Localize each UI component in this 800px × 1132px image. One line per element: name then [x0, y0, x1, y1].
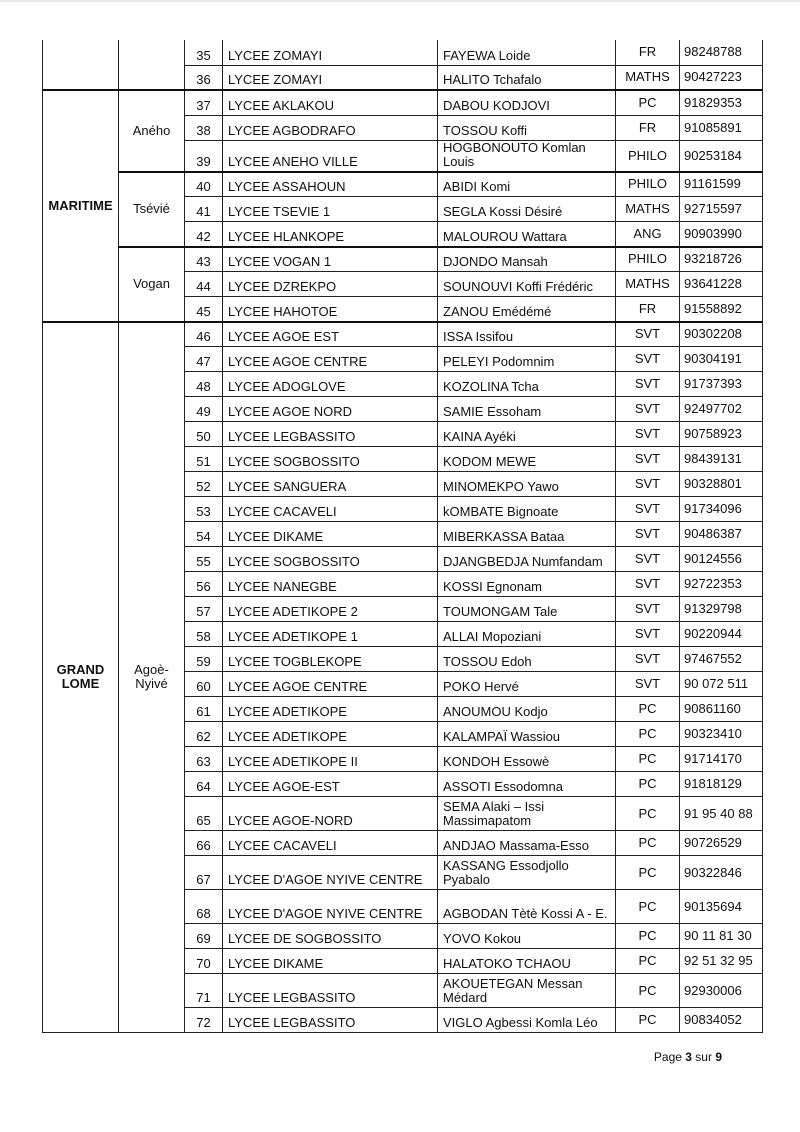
row-number-cell: 62 [185, 722, 223, 747]
row-number-cell: 42 [185, 222, 223, 247]
phone-cell: 90304191 [680, 347, 763, 372]
subject-cell: FR [616, 115, 680, 140]
school-cell: LYCEE LEGBASSITO [223, 974, 438, 1008]
teacher-name-cell: SAMIE Essoham [438, 397, 616, 422]
subject-cell: SVT [616, 347, 680, 372]
region-cell: GRAND LOME [43, 322, 119, 1033]
row-number-cell: 60 [185, 672, 223, 697]
subject-cell: PHILO [616, 172, 680, 197]
subject-cell: FR [616, 297, 680, 322]
teacher-name-cell: ALLAI Mopoziani [438, 622, 616, 647]
row-number-cell: 48 [185, 372, 223, 397]
teacher-name-cell: PELEYI Podomnim [438, 347, 616, 372]
subject-cell: MATHS [616, 272, 680, 297]
phone-cell: 91818129 [680, 772, 763, 797]
school-cell: LYCEE DIKAME [223, 949, 438, 974]
phone-cell: 90 11 81 30 [680, 924, 763, 949]
school-cell: LYCEE LEGBASSITO [223, 422, 438, 447]
subject-cell: PHILO [616, 247, 680, 272]
phone-cell: 92497702 [680, 397, 763, 422]
phone-cell: 90486387 [680, 522, 763, 547]
phone-cell: 93641228 [680, 272, 763, 297]
teacher-name-cell: YOVO Kokou [438, 924, 616, 949]
region-cell [43, 40, 119, 90]
school-cell: LYCEE ZOMAYI [223, 40, 438, 65]
teacher-name-cell: KODOM MEWE [438, 447, 616, 472]
teacher-name-cell: KOZOLINA Tcha [438, 372, 616, 397]
row-number-cell: 49 [185, 397, 223, 422]
school-cell: LYCEE AGOE CENTRE [223, 347, 438, 372]
subject-cell: PC [616, 856, 680, 890]
school-cell: LYCEE CACAVELI [223, 831, 438, 856]
row-number-cell: 59 [185, 647, 223, 672]
school-cell: LYCEE AGBODRAFO [223, 115, 438, 140]
row-number-cell: 71 [185, 974, 223, 1008]
phone-cell: 91329798 [680, 597, 763, 622]
row-number-cell: 53 [185, 497, 223, 522]
footer-prefix: Page [653, 1050, 686, 1064]
school-cell: LYCEE ADETIKOPE 2 [223, 597, 438, 622]
school-cell: LYCEE AKLAKOU [223, 90, 438, 115]
school-cell: LYCEE CACAVELI [223, 497, 438, 522]
phone-cell: 92722353 [680, 572, 763, 597]
subject-cell: PC [616, 90, 680, 115]
school-cell: LYCEE ADOGLOVE [223, 372, 438, 397]
subject-cell: FR [616, 40, 680, 65]
school-cell: LYCEE SANGUERA [223, 472, 438, 497]
subject-cell: PC [616, 831, 680, 856]
district-cell: Agoè-Nyivé [119, 322, 185, 1033]
subject-cell: PC [616, 697, 680, 722]
school-cell: LYCEE SOGBOSSITO [223, 447, 438, 472]
row-number-cell: 41 [185, 197, 223, 222]
phone-cell: 90861160 [680, 697, 763, 722]
table-row [43, 90, 763, 115]
table-body [43, 40, 763, 1033]
row-number-cell: 40 [185, 172, 223, 197]
teacher-name-cell: KOSSI Egnonam [438, 572, 616, 597]
subject-cell: SVT [616, 447, 680, 472]
phone-cell: 91737393 [680, 372, 763, 397]
teacher-name-cell: KASSANG Essodjollo Pyabalo [438, 856, 616, 890]
footer-total-pages: 9 [715, 1050, 722, 1064]
row-number-cell: 38 [185, 115, 223, 140]
phone-cell: 98248788 [680, 40, 763, 65]
subject-cell: MATHS [616, 65, 680, 90]
phone-cell: 91829353 [680, 90, 763, 115]
row-number-cell: 37 [185, 90, 223, 115]
footer-current-page: 3 [685, 1050, 692, 1064]
phone-cell: 91734096 [680, 497, 763, 522]
school-cell: LYCEE ADETIKOPE [223, 722, 438, 747]
phone-cell: 90328801 [680, 472, 763, 497]
district-cell: Vogan [119, 247, 185, 322]
teacher-name-cell: TOSSOU Koffi [438, 115, 616, 140]
row-number-cell: 69 [185, 924, 223, 949]
phone-cell: 91085891 [680, 115, 763, 140]
row-number-cell: 50 [185, 422, 223, 447]
subject-cell: SVT [616, 372, 680, 397]
phone-cell: 91161599 [680, 172, 763, 197]
row-number-cell: 65 [185, 797, 223, 831]
teacher-name-cell: ASSOTI Essodomna [438, 772, 616, 797]
teacher-name-cell: DJANGBEDJA Numfandam [438, 547, 616, 572]
subject-cell: SVT [616, 547, 680, 572]
table-row [43, 247, 763, 272]
subject-cell: PC [616, 722, 680, 747]
subject-cell: SVT [616, 647, 680, 672]
school-cell: LYCEE ZOMAYI [223, 65, 438, 90]
phone-cell: 92 51 32 95 [680, 949, 763, 974]
subject-cell: PC [616, 974, 680, 1008]
school-cell: LYCEE VOGAN 1 [223, 247, 438, 272]
subject-cell: PC [616, 890, 680, 924]
teacher-name-cell: KALAMPAÏ Wassiou [438, 722, 616, 747]
teacher-name-cell: ANDJAO Massama-Esso [438, 831, 616, 856]
row-number-cell: 66 [185, 831, 223, 856]
subject-cell: SVT [616, 672, 680, 697]
district-cell: Aného [119, 90, 185, 172]
row-number-cell: 67 [185, 856, 223, 890]
school-cell: LYCEE ADETIKOPE 1 [223, 622, 438, 647]
school-cell: LYCEE AGOE CENTRE [223, 672, 438, 697]
school-cell: LYCEE D'AGOE NYIVE CENTRE [223, 856, 438, 890]
phone-cell: 90758923 [680, 422, 763, 447]
row-number-cell: 45 [185, 297, 223, 322]
teacher-name-cell: VIGLO Agbessi Komla Léo [438, 1008, 616, 1033]
school-cell: LYCEE NANEGBE [223, 572, 438, 597]
row-number-cell: 43 [185, 247, 223, 272]
teacher-name-cell: SOUNOUVI Koffi Frédéric [438, 272, 616, 297]
phone-cell: 90323410 [680, 722, 763, 747]
school-cell: LYCEE ADETIKOPE [223, 697, 438, 722]
teacher-name-cell: ANOUMOU Kodjo [438, 697, 616, 722]
row-number-cell: 35 [185, 40, 223, 65]
district-cell: Tsévié [119, 172, 185, 247]
phone-cell: 97467552 [680, 647, 763, 672]
school-cell: LYCEE DZREKPO [223, 272, 438, 297]
phone-cell: 90253184 [680, 140, 763, 172]
teacher-name-cell: KAINA Ayéki [438, 422, 616, 447]
row-number-cell: 70 [185, 949, 223, 974]
subject-cell: SVT [616, 397, 680, 422]
phone-cell: 90302208 [680, 322, 763, 347]
subject-cell: PC [616, 924, 680, 949]
row-number-cell: 54 [185, 522, 223, 547]
school-cell: LYCEE TSEVIE 1 [223, 197, 438, 222]
phone-cell: 90726529 [680, 831, 763, 856]
subject-cell: MATHS [616, 197, 680, 222]
row-number-cell: 51 [185, 447, 223, 472]
teacher-name-cell: AKOUETEGAN Messan Médard [438, 974, 616, 1008]
row-number-cell: 68 [185, 890, 223, 924]
subject-cell: SVT [616, 322, 680, 347]
row-number-cell: 72 [185, 1008, 223, 1033]
phone-cell: 93218726 [680, 247, 763, 272]
row-number-cell: 63 [185, 747, 223, 772]
phone-cell: 98439131 [680, 447, 763, 472]
row-number-cell: 52 [185, 472, 223, 497]
table-row [43, 172, 763, 197]
row-number-cell: 61 [185, 697, 223, 722]
phone-cell: 90903990 [680, 222, 763, 247]
phone-cell: 91 95 40 88 [680, 797, 763, 831]
teacher-name-cell: HALITO Tchafalo [438, 65, 616, 90]
school-cell: LYCEE DIKAME [223, 522, 438, 547]
teacher-name-cell: DJONDO Mansah [438, 247, 616, 272]
row-number-cell: 55 [185, 547, 223, 572]
subject-cell: PC [616, 1008, 680, 1033]
teacher-name-cell: AGBODAN Tètè Kossi A - E. [438, 890, 616, 924]
school-cell: LYCEE ANEHO VILLE [223, 140, 438, 172]
row-number-cell: 56 [185, 572, 223, 597]
page-footer [654, 1050, 722, 1064]
phone-cell: 90220944 [680, 622, 763, 647]
row-number-cell: 58 [185, 622, 223, 647]
teacher-name-cell: HALATOKO TCHAOU [438, 949, 616, 974]
phone-cell: 90135694 [680, 890, 763, 924]
subject-cell: SVT [616, 472, 680, 497]
teacher-name-cell: TOUMONGAM Tale [438, 597, 616, 622]
teacher-name-cell: FAYEWA Loide [438, 40, 616, 65]
phone-cell: 92930006 [680, 974, 763, 1008]
teacher-name-cell: ZANOU Emédémé [438, 297, 616, 322]
row-number-cell: 47 [185, 347, 223, 372]
school-cell: LYCEE DE SOGBOSSITO [223, 924, 438, 949]
subject-cell: ANG [616, 222, 680, 247]
row-number-cell: 36 [185, 65, 223, 90]
row-number-cell: 44 [185, 272, 223, 297]
subject-cell: SVT [616, 572, 680, 597]
teacher-name-cell: SEGLA Kossi Désiré [438, 197, 616, 222]
school-cell: LYCEE TOGBLEKOPE [223, 647, 438, 672]
teacher-name-cell: TOSSOU Edoh [438, 647, 616, 672]
phone-cell: 90834052 [680, 1008, 763, 1033]
subject-cell: PC [616, 747, 680, 772]
table-row [43, 322, 763, 347]
table-row [43, 40, 763, 65]
row-number-cell: 39 [185, 140, 223, 172]
row-number-cell: 57 [185, 597, 223, 622]
phone-cell: 91558892 [680, 297, 763, 322]
school-cell: LYCEE AGOE-NORD [223, 797, 438, 831]
subject-cell: SVT [616, 522, 680, 547]
footer-middle: sur [691, 1050, 716, 1064]
phone-cell: 91714170 [680, 747, 763, 772]
phone-cell: 90 072 511 [680, 672, 763, 697]
phone-cell: 90322846 [680, 856, 763, 890]
subject-cell: PC [616, 949, 680, 974]
school-cell: LYCEE LEGBASSITO [223, 1008, 438, 1033]
teacher-name-cell: POKO Hervé [438, 672, 616, 697]
subject-cell: PC [616, 772, 680, 797]
school-cell: LYCEE ADETIKOPE II [223, 747, 438, 772]
school-cell: LYCEE HLANKOPE [223, 222, 438, 247]
school-cell: LYCEE SOGBOSSITO [223, 547, 438, 572]
teachers-table [42, 40, 763, 1033]
subject-cell: SVT [616, 497, 680, 522]
page-top-edge [0, 0, 800, 2]
subject-cell: PHILO [616, 140, 680, 172]
school-cell: LYCEE ASSAHOUN [223, 172, 438, 197]
teacher-name-cell: MALOUROU Wattara [438, 222, 616, 247]
row-number-cell: 64 [185, 772, 223, 797]
school-cell: LYCEE AGOE NORD [223, 397, 438, 422]
teacher-name-cell: SEMA Alaki – Issi Massimapatom [438, 797, 616, 831]
teacher-name-cell: kOMBATE Bignoate [438, 497, 616, 522]
row-number-cell: 46 [185, 322, 223, 347]
school-cell: LYCEE HAHOTOE [223, 297, 438, 322]
school-cell: LYCEE AGOE-EST [223, 772, 438, 797]
phone-cell: 92715597 [680, 197, 763, 222]
region-cell: MARITIME [43, 90, 119, 322]
teacher-name-cell: DABOU KODJOVI [438, 90, 616, 115]
teacher-name-cell: ISSA Issifou [438, 322, 616, 347]
teacher-name-cell: ABIDI Komi [438, 172, 616, 197]
subject-cell: SVT [616, 597, 680, 622]
teacher-name-cell: KONDOH Essowè [438, 747, 616, 772]
phone-cell: 90427223 [680, 65, 763, 90]
subject-cell: SVT [616, 422, 680, 447]
teacher-name-cell: HOGBONOUTO Komlan Louis [438, 140, 616, 172]
school-cell: LYCEE D'AGOE NYIVE CENTRE [223, 890, 438, 924]
teacher-name-cell: MINOMEKPO Yawo [438, 472, 616, 497]
subject-cell: PC [616, 797, 680, 831]
subject-cell: SVT [616, 622, 680, 647]
teacher-name-cell: MIBERKASSA Bataa [438, 522, 616, 547]
district-cell [119, 40, 185, 90]
school-cell: LYCEE AGOE EST [223, 322, 438, 347]
phone-cell: 90124556 [680, 547, 763, 572]
